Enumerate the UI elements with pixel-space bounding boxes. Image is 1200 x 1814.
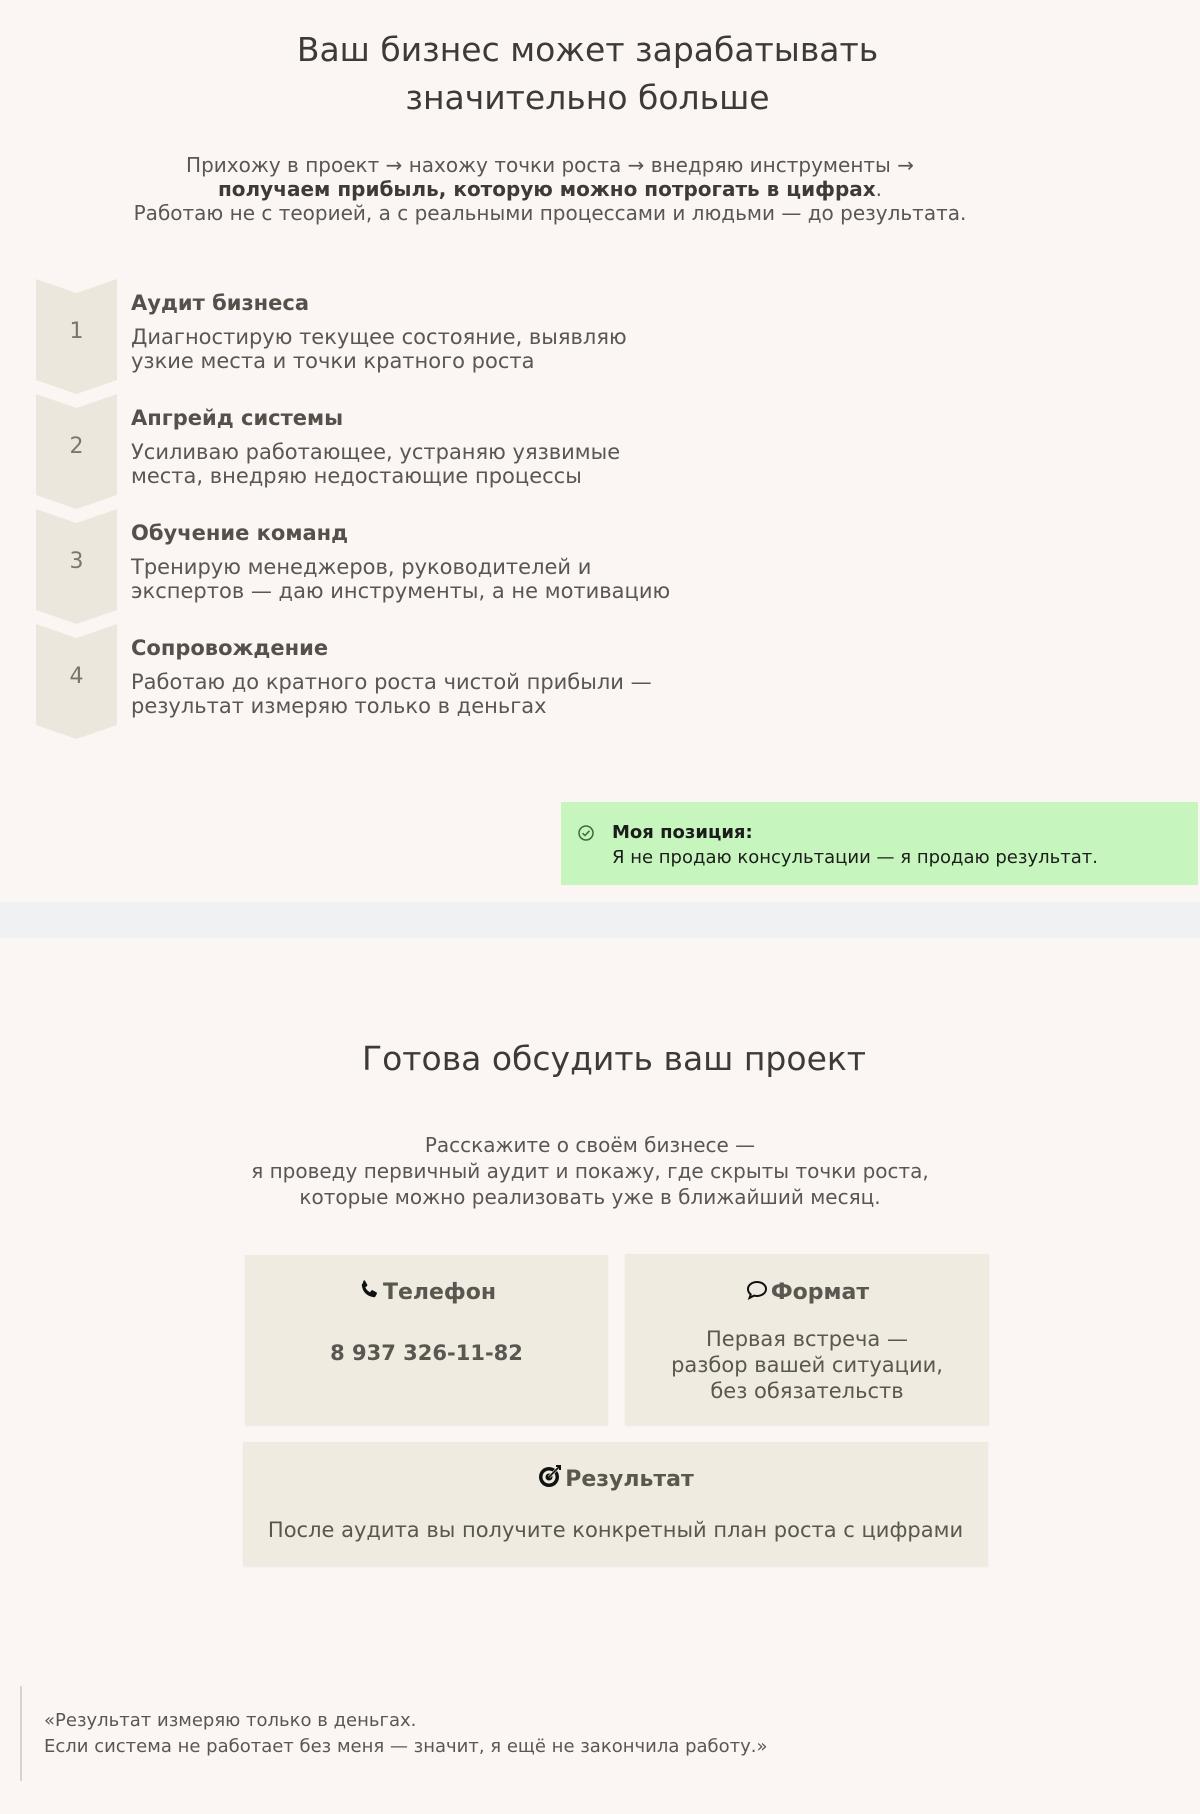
- result-card-header: [243, 1463, 988, 1492]
- step-title: Апгрейд системы: [131, 406, 344, 430]
- result-card-label: Результат: [565, 1467, 694, 1492]
- step-description: [131, 555, 691, 603]
- step-number: 2: [69, 434, 84, 459]
- phone-card-label: Телефон: [382, 1280, 497, 1305]
- step-description-line: экспертов — даю инструменты, а не мотивацию: [131, 579, 671, 603]
- step-description-line: места, внедряю недостающие процессы: [131, 464, 582, 488]
- contact-intro-line3: которые можно реализовать уже в ближайший месяц.: [299, 1185, 881, 1209]
- contact-intro-line2: я проведу первичный аудит и покажу, где скрыты точки роста,: [251, 1159, 929, 1183]
- phone-icon: [357, 1278, 381, 1302]
- step-upgrade: [36, 394, 736, 509]
- step-support: [36, 624, 736, 739]
- step-number: 4: [69, 664, 84, 689]
- hero-title-line1: Ваш бизнес может зарабатывать: [296, 30, 879, 69]
- result-description: После аудита вы получите конкретный план роста с цифрами: [267, 1518, 964, 1542]
- phone-card: [245, 1255, 608, 1425]
- section-divider: [0, 902, 1200, 938]
- hero-title-line2: значительно больше: [405, 78, 770, 117]
- format-description: [625, 1326, 989, 1404]
- format-line: разбор вашей ситуации,: [671, 1353, 943, 1377]
- position-callout: [561, 802, 1198, 885]
- position-text: Я не продаю консультации — я продаю результат.: [612, 847, 1098, 868]
- step-number: 3: [69, 549, 84, 574]
- step-title: Сопровождение: [131, 636, 329, 660]
- quote-line2: Если система не работает без меня — значит, я ещё не закончила работу.»: [44, 1736, 768, 1757]
- chat-bubble-icon: [745, 1278, 769, 1302]
- step-description: [131, 325, 691, 373]
- hero-intro-line2: [0, 177, 1100, 201]
- contact-intro-line1: Расскажите о своём бизнесе —: [424, 1133, 756, 1157]
- step-description-line: результат измеряю только в деньгах: [131, 694, 547, 718]
- format-card: [625, 1254, 989, 1425]
- phone-number[interactable]: 8 937 326-11-82: [330, 1341, 523, 1365]
- result-card: [243, 1442, 988, 1566]
- check-circle-icon: [577, 824, 595, 842]
- hero-intro-line3: Работаю не с теорией, а с реальными процессами и людьми — до результата.: [133, 201, 967, 225]
- step-description: [131, 670, 691, 718]
- step-description-line: Диагностирую текущее состояние, выявляю: [131, 325, 627, 349]
- step-audit: [36, 279, 736, 394]
- hero-intro-bold-suffix: .: [875, 177, 883, 201]
- step-description: [131, 440, 691, 488]
- step-description-line: Усиливаю работающее, устраняю уязвимые: [131, 440, 621, 464]
- services-section: [0, 0, 1200, 902]
- format-card-header: [625, 1278, 989, 1305]
- phone-card-header: [245, 1278, 608, 1305]
- format-card-label: Формат: [770, 1280, 870, 1305]
- hero-intro-bold: получаем прибыль, которую можно потрогать в цифрах: [217, 177, 876, 201]
- step-title: Аудит бизнеса: [131, 291, 310, 315]
- closing-quote: [20, 1686, 920, 1781]
- step-title: Обучение команд: [131, 521, 349, 545]
- step-description-line: Тренирую менеджеров, руководителей и: [131, 555, 592, 579]
- step-training: [36, 509, 736, 624]
- target-icon: [537, 1463, 563, 1489]
- quote-line1: «Результат измеряю только в деньгах.: [44, 1710, 417, 1731]
- contact-title: Готова обсудить ваш проект: [361, 1039, 867, 1078]
- step-description-line: узкие места и точки кратного роста: [131, 349, 535, 373]
- position-title: Моя позиция:: [612, 822, 753, 843]
- step-description-line: Работаю до кратного роста чистой прибыли —: [131, 670, 652, 694]
- format-line: Первая встреча —: [706, 1327, 908, 1351]
- format-line: без обязательств: [710, 1379, 904, 1403]
- hero-intro-line1: Прихожу в проект → нахожу точки роста → внедряю инструменты →: [186, 153, 914, 177]
- step-number: 1: [69, 319, 84, 344]
